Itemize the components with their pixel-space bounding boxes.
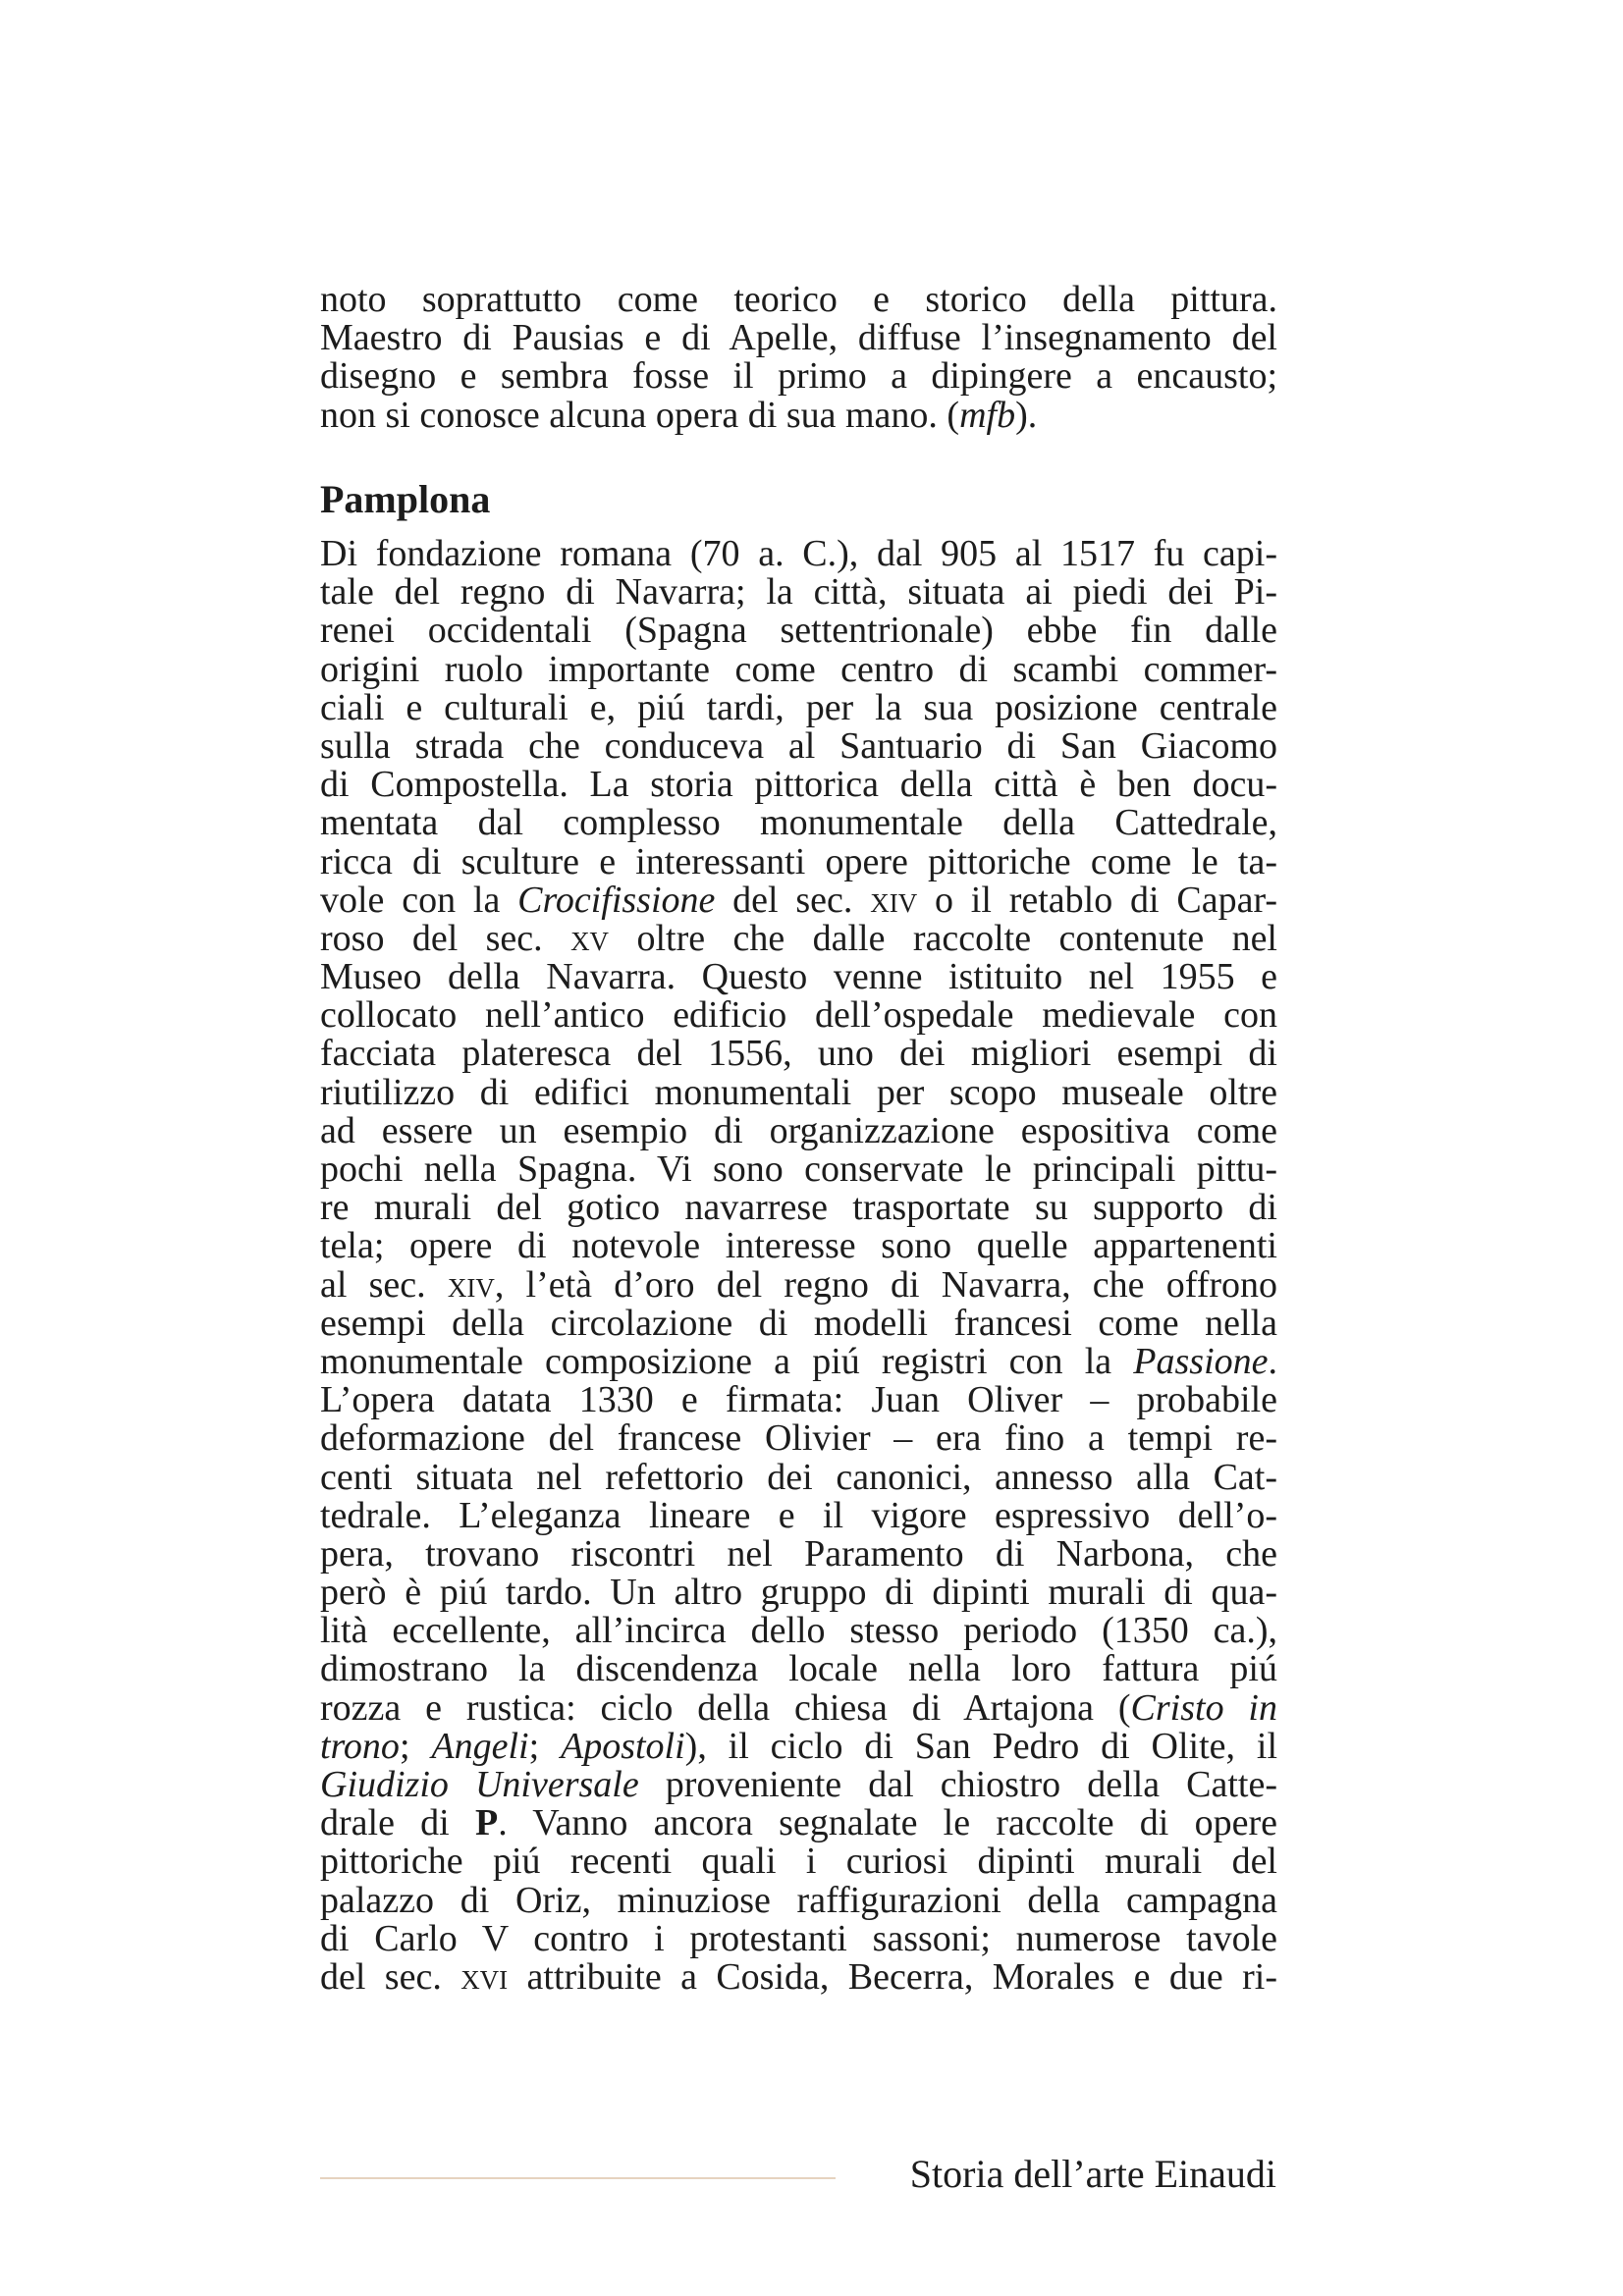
text-line: lità eccellente, all’incirca dello stesso periodo (1350 ca.), (320, 1610, 1277, 1652)
footer-rule (320, 2177, 836, 2179)
entry-body (320, 535, 1277, 1997)
text-line: dimostrano la discendenza locale nella loro fattura piú (320, 1648, 1277, 1690)
text-line: esempi della circolazione di modelli francesi come nella (320, 1302, 1277, 1344)
previous-entry-text (320, 281, 1277, 435)
text-line: al sec. xiv, l’età d’oro del regno di Navarra, che offrono (320, 1263, 1277, 1306)
text-line: Di fondazione romana (70 a. C.), dal 905 al 1517 fu capi- (320, 533, 1277, 574)
text-line: tale del regno di Navarra; la città, situata ai piedi dei Pi- (320, 571, 1277, 614)
footer-publisher: Storia dell’arte Einaudi (909, 2152, 1276, 2196)
entry-title: Pamplona (320, 477, 491, 521)
text-line: riutilizzo di edifici monumentali per scopo museale oltre (320, 1071, 1277, 1113)
text-line: ricca di sculture e interessanti opere pittoriche come le ta- (320, 840, 1277, 882)
text-line: centi situata nel refettorio dei canonici, annesso alla Cat- (320, 1456, 1277, 1498)
text-line: pochi nella Spagna. Vi sono conservate le principali pittu- (320, 1148, 1277, 1190)
text-line: tela; opere di notevole interesse sono quelle appartenenti (320, 1225, 1277, 1267)
text-line: sulla strada che conduceva al Santuario di San Giacomo (320, 724, 1277, 767)
text-line: origini ruolo importante come centro di scambi commer- (320, 648, 1277, 690)
text-line: trono; Angeli; Apostoli), il ciclo di San Pedro di Olite, il (320, 1725, 1278, 1767)
text-line: collocato nell’antico edificio dell’ospedale medievale con (320, 994, 1277, 1037)
text-line: rozza e rustica: ciclo della chiesa di Artajona (Cristo in (320, 1686, 1277, 1729)
text-line: del sec. xvi attribuite a Cosida, Becerra, Morales e due ri- (320, 1955, 1277, 1998)
text-line: ad essere un esempio di organizzazione espositiva come (320, 1109, 1277, 1151)
text-line: vole con la Crocifissione del sec. xiv o il retablo di Capar- (320, 879, 1277, 921)
text-line: però è piú tardo. Un altro gruppo di dipinti murali di qua- (320, 1572, 1277, 1614)
text-line: di Compostella. La storia pittorica della città è ben docu- (320, 764, 1277, 806)
text-line: noto soprattutto come teorico e storico della pittura. (320, 279, 1277, 320)
text-line: palazzo di Oriz, minuziose raffigurazioni della campagna (320, 1879, 1277, 1921)
text-line: pera, trovano riscontri nel Paramento di Narbona, che (320, 1532, 1277, 1575)
text-line: di Carlo V contro i protestanti sassoni; numerose tavole (320, 1917, 1277, 1959)
text-line: Maestro di Pausias e di Apelle, diffuse l’insegnamento del (320, 317, 1277, 359)
text-line: facciata plateresca del 1556, uno dei migliori esempi di (320, 1033, 1277, 1075)
text-line: re murali del gotico navarrese trasportate su supporto di (320, 1187, 1277, 1229)
text-line: tedrale. L’eleganza lineare e il vigore espressivo dell’o- (320, 1494, 1277, 1536)
text-line: deformazione del francese Olivier – era fino a tempi re- (320, 1417, 1277, 1460)
text-line: mentata dal complesso monumentale della Cattedrale, (320, 802, 1277, 844)
text-line: L’opera datata 1330 e firmata: Juan Oliver – probabile (320, 1379, 1277, 1421)
text-line: disegno e sembra fosse il primo a dipingere a encausto; (320, 355, 1277, 398)
text-line: Museo della Navarra. Questo venne istituito nel 1955 e (320, 956, 1277, 998)
text-line: Giudizio Universale proveniente dal chiostro della Catte- (320, 1764, 1277, 1805)
text-line: non si conosce alcuna opera di sua mano. (mfb). (320, 394, 1038, 436)
text-line: ciali e culturali e, piú tardi, per la sua posizione centrale (320, 686, 1277, 728)
text-line: renei occidentali (Spagna settentrionale) ebbe fin dalle (320, 610, 1277, 652)
text-line: roso del sec. xv oltre che dalle raccolte contenute nel (320, 917, 1277, 959)
text-line: pittoriche piú recenti quali i curiosi dipinti murali del (320, 1841, 1277, 1883)
text-line: drale di P. Vanno ancora segnalate le raccolte di opere (320, 1802, 1277, 1844)
text-line: monumentale composizione a piú registri con la Passione. (320, 1340, 1277, 1382)
